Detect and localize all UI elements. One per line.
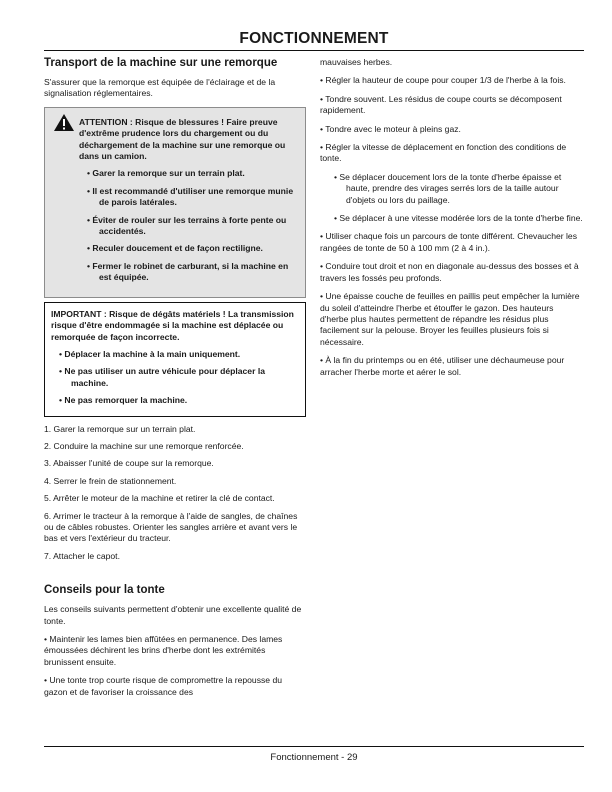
tip-sub-item: • Se déplacer doucement lors de la tonte d'herbe épaisse et haute, prendre des virages serrés lors de la taille autour d'objets ou lors du paillage.: [334, 171, 562, 205]
step-item: 7. Attacher le capot.: [44, 550, 120, 561]
warning-box: [44, 107, 306, 298]
tips-continuation: mauvaises herbes.: [320, 57, 393, 67]
step-item: 4. Serrer le frein de stationnement.: [44, 475, 177, 486]
warning-item: • Éviter de rouler sur les terrains à forte pente ou accidentés.: [87, 214, 287, 237]
important-item: • Ne pas utiliser un autre véhicule pour déplacer la machine.: [59, 366, 265, 388]
step-item: 2. Conduire la machine sur une remorque renforcée.: [44, 440, 244, 451]
tip-item: • Régler la vitesse de déplacement en fonction des conditions de tonte.: [320, 142, 567, 164]
tips-intro: Les conseils suivants permettent d'obtenir une excellente qualité de tonte.: [44, 604, 302, 626]
step-item: 3. Abaisser l'unité de coupe sur la remorque.: [44, 458, 214, 469]
tip-item: • Conduire tout droit et non en diagonale au-dessus des bosses et à travers les fossés peu profonds.: [320, 261, 579, 283]
step-item: 6. Arrimer le tracteur à la remorque à l'aide de sangles, de chaînes ou de câbles robustes. Orienter les sangles arrière et avant vers le bas et vers l'extérieur du tracteur.: [44, 510, 298, 544]
step-item: 5. Arrêter le moteur de la machine et retirer la clé de contact.: [44, 493, 275, 504]
left-column: [44, 57, 306, 705]
tip-item: • Une tonte trop courte risque de compromettre la repousse du gazon et de favoriser la croissance des: [44, 675, 283, 697]
page-footer: Fonctionnement - 29: [270, 752, 358, 763]
tip-item: • Tondre avec le moteur à pleins gaz.: [320, 123, 461, 134]
tip-item: • Une épaisse couche de feuilles en paillis peut empêcher la lumière du soleil d'atteindre l'herbe et étouffer le gazon. Des hauteurs d'herbe plus hautes permettent de répandre les résidus plus facilement sur la pelouse. Broyer les feuilles plusieurs fois si nécessaire.: [320, 291, 580, 347]
warning-title: ATTENTION : Risque de blessures ! Faire preuve d'extrême prudence lors du chargement ou du déchargement de la machine sur une remorque ou dans un camion.: [79, 116, 286, 162]
tip-item: • À la fin du printemps ou en été, utiliser une déchaumeuse pour arracher l'herbe morte et aérer le sol.: [320, 355, 565, 377]
tip-item: • Utiliser chaque fois un parcours de tonte différent. Chevaucher les rangées de tonte de 50 à 100 mm (2 à 4 in.).: [320, 231, 577, 253]
important-title: IMPORTANT : Risque de dégâts matériels ! La transmission risque d'être endommagée si la machine est déplacée ou remorquée de façon incorrecte.: [51, 308, 294, 342]
warning-item: • Garer la remorque sur un terrain plat.: [87, 168, 245, 179]
page-header: [44, 28, 584, 51]
transport-intro: S'assurer que la remorque est équipée de l'éclairage et de la signalisation réglementaires.: [44, 77, 276, 99]
important-item: • Ne pas remorquer la machine.: [59, 395, 188, 406]
tip-item: • Régler la hauteur de coupe pour couper 1/3 de l'herbe à la fois.: [320, 75, 566, 86]
tip-item: • Maintenir les lames bien affûtées en permanence. Des lames émoussées déchirent les brins d'herbe dont les extrémités brunissent ensuite.: [44, 634, 283, 667]
tip-item: • Tondre souvent. Les résidus de coupe courts se décomposent rapidement.: [320, 93, 562, 116]
warning-item: • Il est recommandé d'utiliser une remorque munie de parois latérales.: [87, 185, 294, 208]
transport-heading: Transport de la machine sur une remorque: [44, 57, 278, 69]
page-title: FONCTIONNEMENT: [239, 30, 389, 47]
footer-rule: [44, 746, 584, 747]
warning-item: • Fermer le robinet de carburant, si la machine en est équipée.: [87, 260, 289, 283]
important-notice-box: [44, 302, 306, 417]
right-column: [320, 57, 584, 385]
tips-heading: Conseils pour la tonte: [44, 584, 165, 597]
warning-triangle-icon: [53, 113, 75, 132]
warning-item: • Reculer doucement et de façon rectiligne.: [87, 243, 263, 254]
step-item: 1. Garer la remorque sur un terrain plat.: [44, 423, 196, 434]
important-item: • Déplacer la machine à la main uniquement.: [59, 348, 241, 359]
tip-sub-item: • Se déplacer à une vitesse modérée lors de la tonte d'herbe fine.: [334, 213, 583, 224]
